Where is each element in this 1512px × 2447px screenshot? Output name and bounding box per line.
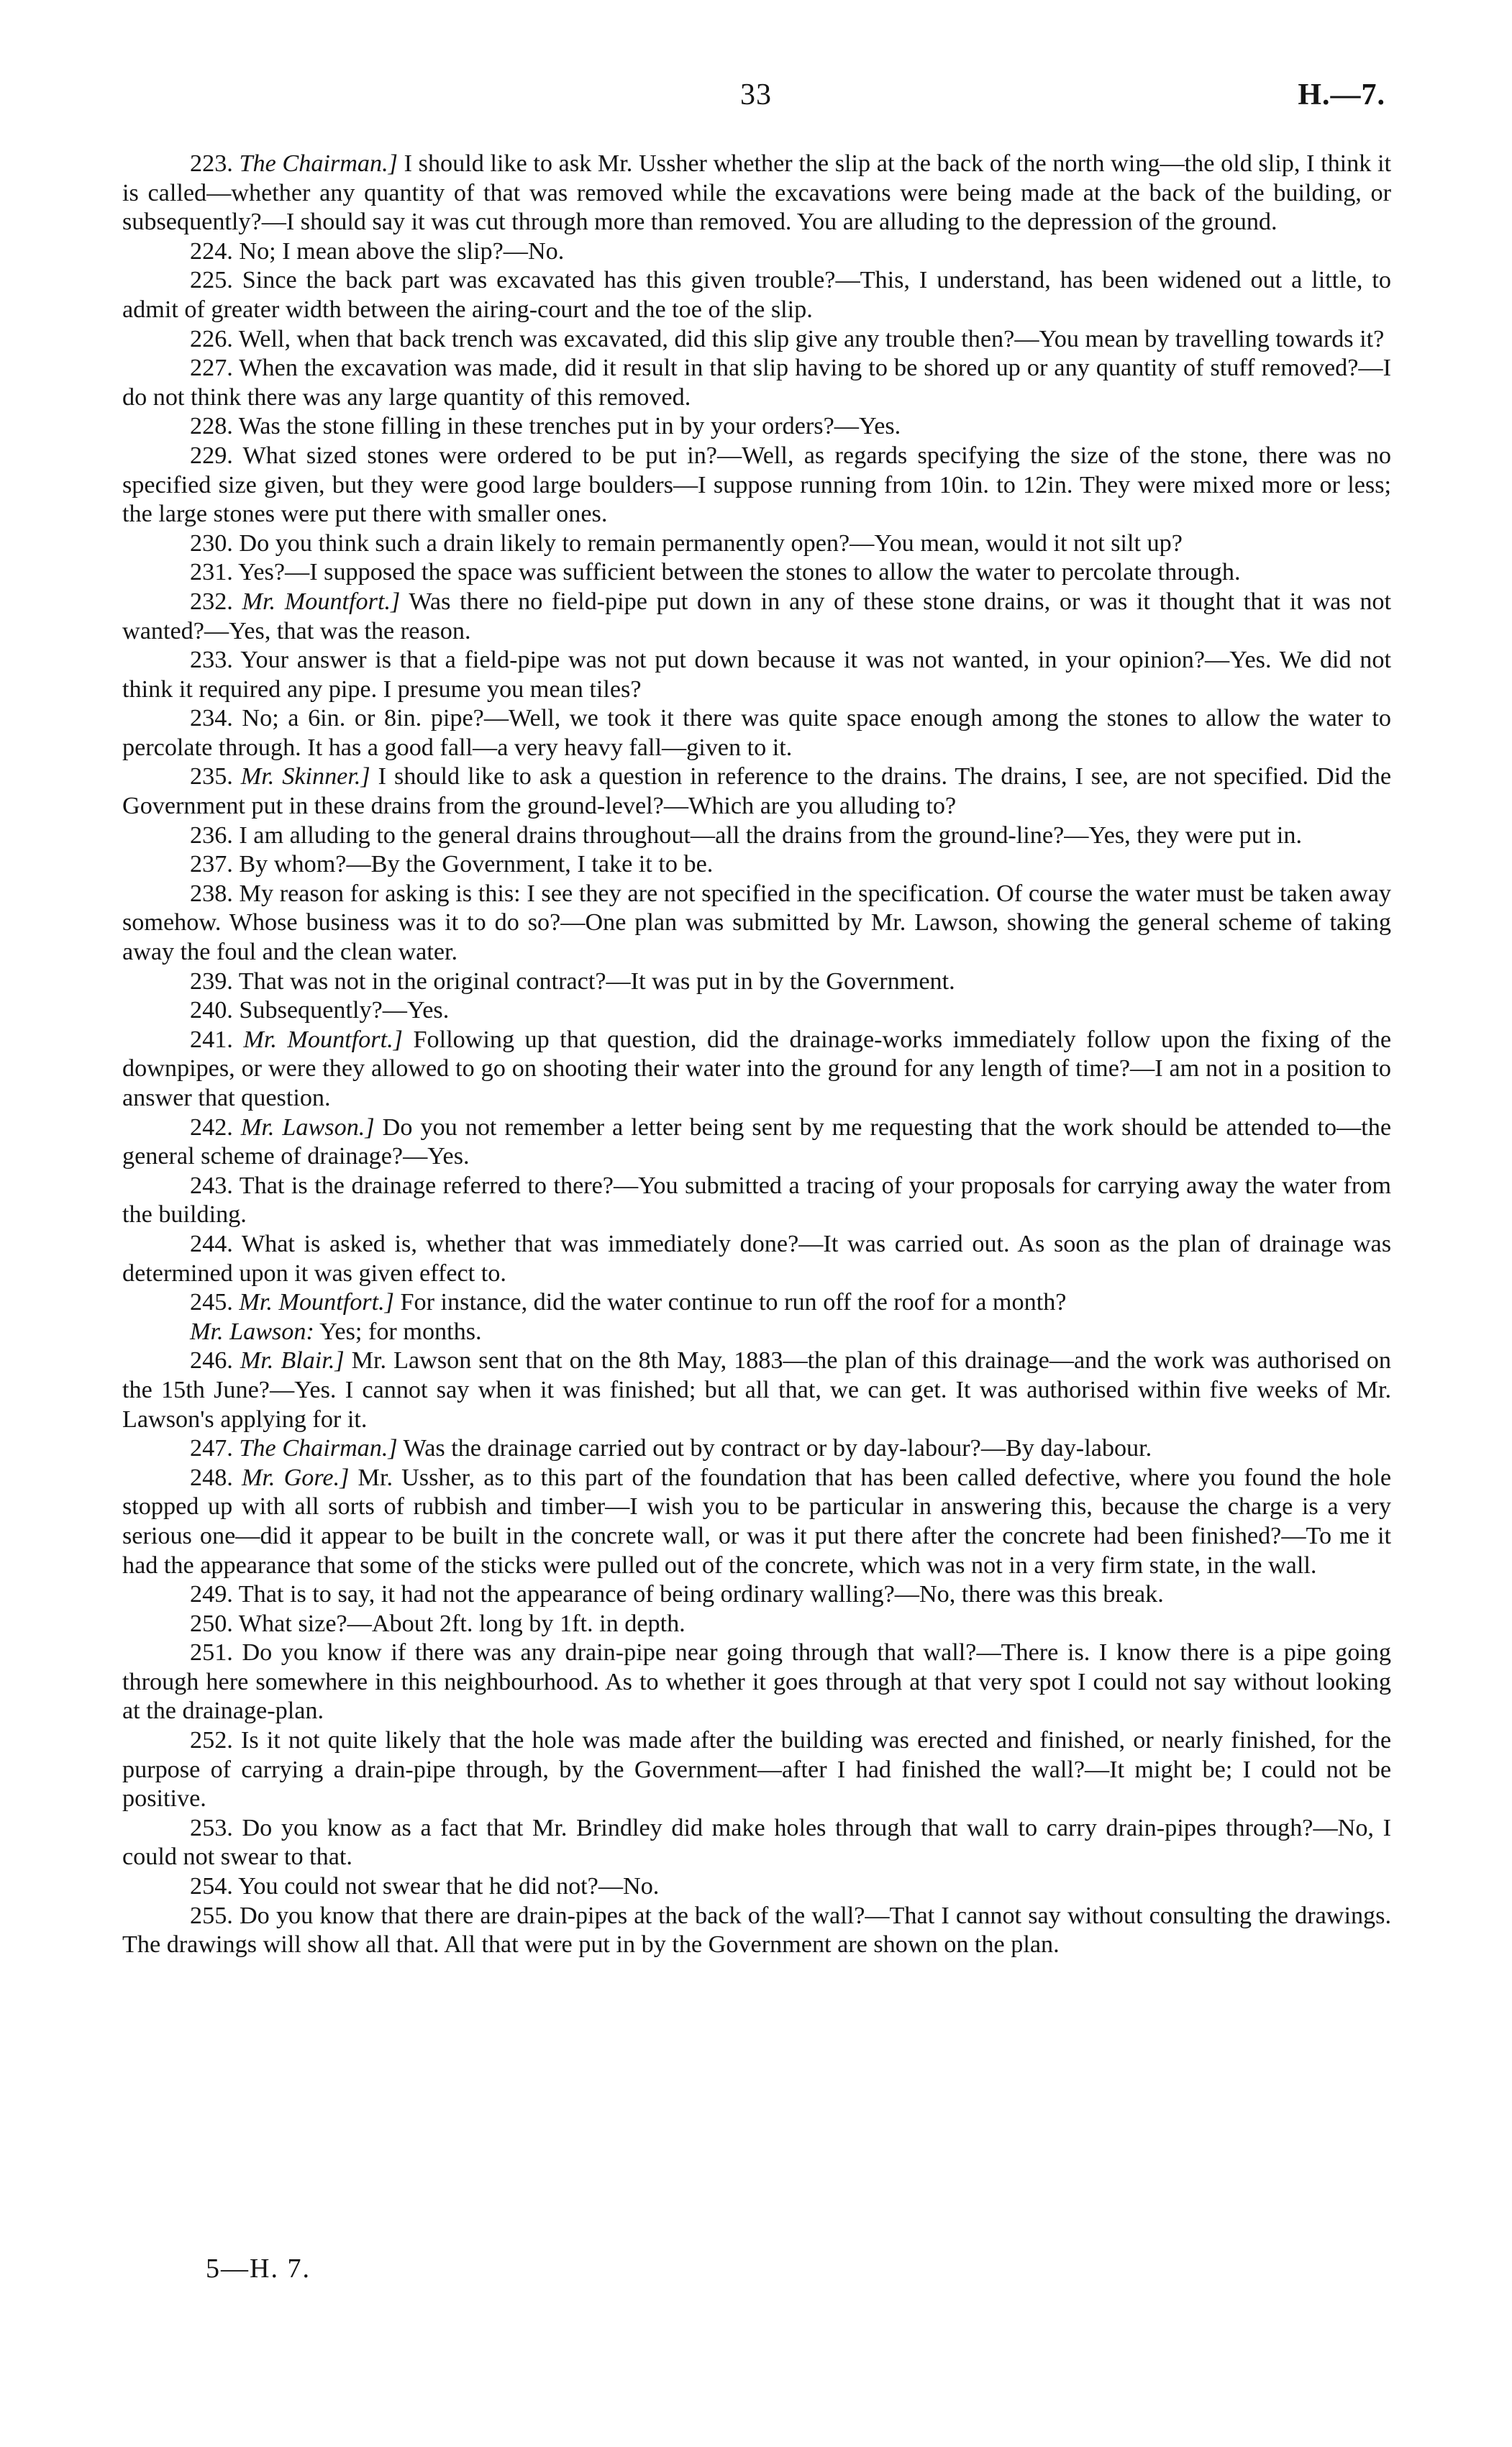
question-number: 227. bbox=[190, 355, 233, 382]
question-number: 255. bbox=[190, 1902, 233, 1929]
question-text: What sized stones were ordered to be put in?—Well, as regards specifying the size of the stone, there was no specified size given, but they were good large boulders—I suppose running from 10in. to 12in. They were mixed more or less; the large stones were put there with smaller ones. bbox=[122, 442, 1391, 528]
question-number: 251. bbox=[190, 1639, 233, 1667]
question-paragraph bbox=[122, 1872, 1391, 1902]
question-paragraph bbox=[122, 1288, 1391, 1318]
question-paragraph bbox=[122, 1318, 1391, 1347]
question-text: I am alluding to the general drains throughout—all the drains from the ground-line?—Yes, they were put in. bbox=[232, 821, 1303, 849]
question-paragraph bbox=[122, 821, 1391, 851]
question-number: 232. bbox=[190, 588, 233, 615]
question-text: Your answer is that a field-pipe was not put down because it was not wanted, in your opinion?—Yes. We did not think it required any pipe. I presume you mean tiles? bbox=[122, 647, 1391, 703]
question-text: I should like to ask Mr. Ussher whether the slip at the back of the north wing—the old slip, I think it is called—whether any quantity of that was removed while the excavations were being made at the back of the building, or subsequently?—I should say it was cut through more than removed. You are alluding to the depression of the ground. bbox=[122, 150, 1392, 236]
question-text: Was the stone filling in these trenches put in by your orders?—Yes. bbox=[232, 413, 901, 440]
speaker-name: Mr. Skinner.] bbox=[240, 763, 370, 790]
question-number: 250. bbox=[190, 1610, 233, 1637]
speaker-name: Mr. Mountfort.] bbox=[239, 1289, 394, 1316]
question-paragraph bbox=[122, 1610, 1391, 1639]
question-text: By whom?—By the Government, I take it to be. bbox=[232, 851, 714, 878]
question-paragraph bbox=[122, 588, 1391, 646]
question-number: 231. bbox=[190, 559, 233, 586]
question-paragraph bbox=[122, 529, 1391, 559]
question-paragraph bbox=[122, 1026, 1391, 1113]
speaker-name: The Chairman.] bbox=[239, 1435, 398, 1462]
speaker-name: Mr. Mountfort.] bbox=[243, 1026, 403, 1053]
question-paragraph bbox=[122, 1639, 1391, 1726]
question-text: Do you not remember a letter being sent by me requesting that the work should be attended to—the general scheme of drainage?—Yes. bbox=[122, 1113, 1392, 1170]
question-number: 233. bbox=[190, 647, 233, 674]
question-number: 234. bbox=[190, 705, 233, 732]
speaker-name: Mr. Lawson: bbox=[190, 1318, 314, 1345]
question-text: Was there no field-pipe put down in any of these stone drains, or was it thought that it was not wanted?—Yes, that was the reason. bbox=[122, 588, 1392, 644]
question-text: You could not swear that he did not?—No. bbox=[232, 1873, 660, 1900]
question-number: 244. bbox=[190, 1230, 233, 1257]
question-text: For instance, did the water continue to run off the roof for a month? bbox=[393, 1289, 1067, 1316]
question-number: 253. bbox=[190, 1814, 233, 1841]
question-paragraph bbox=[122, 967, 1391, 997]
question-number: 242. bbox=[190, 1113, 233, 1141]
question-text: What size?—About 2ft. long by 1ft. in depth. bbox=[232, 1610, 686, 1637]
question-number: 239. bbox=[190, 967, 233, 995]
question-number: 249. bbox=[190, 1581, 233, 1608]
question-number: 223. bbox=[190, 150, 233, 177]
question-text: Do you think such a drain likely to remain permanently open?—You mean, would it not silt up? bbox=[232, 529, 1183, 557]
question-text: Yes; for months. bbox=[314, 1318, 482, 1345]
question-number: 252. bbox=[190, 1727, 233, 1754]
question-text: Yes?—I supposed the space was sufficient between the stones to allow the water to percolate through. bbox=[232, 559, 1241, 586]
question-number: 229. bbox=[190, 442, 233, 469]
speaker-name: The Chairman.] bbox=[239, 150, 398, 177]
question-text: No; a 6in. or 8in. pipe?—Well, we took it there was quite space enough among the stones to allow the water to percolate through. It has a good fall—a very heavy fall—given to it. bbox=[122, 705, 1391, 761]
question-paragraph bbox=[122, 1434, 1391, 1464]
question-paragraph bbox=[122, 150, 1391, 237]
question-paragraph bbox=[122, 558, 1391, 588]
question-number: 245. bbox=[190, 1289, 233, 1316]
question-paragraph bbox=[122, 1726, 1391, 1814]
question-text: I should like to ask a question in reference to the drains. The drains, I see, are not specified. Did the Government put in these drains from the ground-level?—Which are you alluding to? bbox=[122, 763, 1391, 820]
question-text: What is asked is, whether that was immediately done?—It was carried out. As soon as the plan of drainage was determined upon it was given effect to. bbox=[122, 1230, 1391, 1287]
question-text: When the excavation was made, did it result in that slip having to be shored up or any quantity of stuff removed?—I do not think there was any large quantity of this removed. bbox=[122, 355, 1391, 411]
speaker-name: Mr. Blair.] bbox=[240, 1347, 345, 1375]
question-text: My reason for asking is this: I see they are not specified in the specification. Of course the water must be taken away somehow. Whose business was it to do so?—One plan was submitted by Mr. Lawson, showing the general scheme of taking away the foul and the clean water. bbox=[122, 880, 1391, 966]
question-number: 236. bbox=[190, 821, 233, 849]
question-text: That is the drainage referred to there?—You submitted a tracing of your proposals for carrying away the water from the building. bbox=[122, 1172, 1391, 1229]
question-number: 225. bbox=[190, 267, 233, 294]
question-paragraph bbox=[122, 996, 1391, 1026]
question-paragraph bbox=[122, 1902, 1391, 1960]
question-number: 237. bbox=[190, 851, 233, 878]
question-text: Since the back part was excavated has this given trouble?—This, I understand, has been widened out a little, to admit of greater width between the airing-court and the toe of the slip. bbox=[122, 267, 1391, 323]
question-text: Do you know as a fact that Mr. Brindley did make holes through that wall to carry drain-pipes through?—No, I could not swear to that. bbox=[122, 1814, 1391, 1871]
question-number: 247. bbox=[190, 1435, 233, 1462]
question-text: Do you know if there was any drain-pipe near going through that wall?—There is. I know there is a pipe going through here somewhere in this neighbourhood. As to whether it goes through at that very spot I could not say without looking at the drainage-plan. bbox=[122, 1639, 1391, 1725]
question-paragraph bbox=[122, 1172, 1391, 1230]
question-paragraph bbox=[122, 1230, 1391, 1288]
question-paragraph bbox=[122, 850, 1391, 880]
question-paragraph bbox=[122, 1814, 1391, 1872]
question-number: 224. bbox=[190, 237, 233, 265]
question-text: No; I mean above the slip?—No. bbox=[232, 237, 565, 265]
sheet-signature: 5—H. 7. bbox=[206, 2254, 311, 2284]
question-paragraph bbox=[122, 266, 1391, 324]
question-text: Is it not quite likely that the hole was made after the building was erected and finished, or nearly finished, for the purpose of carrying a drain-pipe through, by the Government—after I had finished the wall?—It might be; I could not be positive. bbox=[122, 1727, 1391, 1813]
question-number: 241. bbox=[190, 1026, 233, 1053]
question-number: 246. bbox=[190, 1347, 233, 1375]
question-number: 226. bbox=[190, 325, 233, 352]
question-text: Subsequently?—Yes. bbox=[232, 997, 450, 1024]
question-text: Mr. Ussher, as to this part of the foundation that has been called defective, where you found the hole stopped up with all sorts of rubbish and timber—I wish you to be particular in answering this, because the charge is a very serious one—did it appear to be built in the concrete wall, or was it put there after the concrete had been finished?—To me it had the appearance that some of the sticks were pulled out of the concrete, which was not in a very firm state, in the wall. bbox=[122, 1464, 1392, 1579]
question-paragraph bbox=[122, 762, 1391, 821]
question-text: Do you know that there are drain-pipes at the back of the wall?—That I cannot say without consulting the drawings. The drawings will show all that. All that were put in by the Government are shown on the plan. bbox=[122, 1902, 1391, 1959]
question-paragraph bbox=[122, 880, 1391, 967]
page-number: 33 bbox=[740, 78, 772, 111]
question-paragraph bbox=[122, 1346, 1391, 1434]
question-paragraph bbox=[122, 325, 1391, 355]
question-paragraph bbox=[122, 237, 1391, 267]
question-number: 228. bbox=[190, 413, 233, 440]
question-text: That is to say, it had not the appearance of being ordinary walling?—No, there was this break. bbox=[232, 1581, 1164, 1608]
question-paragraph bbox=[122, 646, 1391, 704]
evidence-transcript bbox=[122, 150, 1391, 1960]
question-paragraph bbox=[122, 1113, 1391, 1172]
question-text: Was the drainage carried out by contract or by day-labour?—By day-labour. bbox=[397, 1435, 1152, 1462]
question-number: 235. bbox=[190, 763, 233, 790]
speaker-name: Mr. Mountfort.] bbox=[242, 588, 401, 615]
speaker-name: Mr. Gore.] bbox=[241, 1464, 350, 1491]
question-number: 248. bbox=[190, 1464, 233, 1491]
question-text: Following up that question, did the drainage-works immediately follow upon the fixing of the downpipes, or were they allowed to go on shooting their water into the ground for any length of time?—I am not in a position to answer that question. bbox=[122, 1026, 1391, 1111]
question-paragraph bbox=[122, 354, 1391, 412]
question-number: 243. bbox=[190, 1172, 233, 1199]
question-number: 254. bbox=[190, 1873, 233, 1900]
question-text: Mr. Lawson sent that on the 8th May, 1883—the plan of this drainage—and the work was authorised on the 15th June?—Yes. I cannot say when it was finished; but all that, we can get. It was authorised within five weeks of Mr. Lawson's applying for it. bbox=[122, 1347, 1391, 1433]
question-text: That was not in the original contract?—It was put in by the Government. bbox=[232, 967, 955, 995]
question-number: 238. bbox=[190, 880, 233, 907]
question-paragraph bbox=[122, 1580, 1391, 1610]
question-paragraph bbox=[122, 442, 1391, 529]
question-number: 230. bbox=[190, 529, 233, 557]
question-text: Well, when that back trench was excavated, did this slip give any trouble then?—You mean by travelling towards it? bbox=[232, 325, 1385, 352]
question-paragraph bbox=[122, 704, 1391, 762]
document-reference: H.—7. bbox=[1298, 78, 1385, 111]
question-number: 240. bbox=[190, 997, 233, 1024]
question-paragraph bbox=[122, 412, 1391, 442]
speaker-name: Mr. Lawson.] bbox=[240, 1113, 375, 1141]
question-paragraph bbox=[122, 1464, 1391, 1580]
